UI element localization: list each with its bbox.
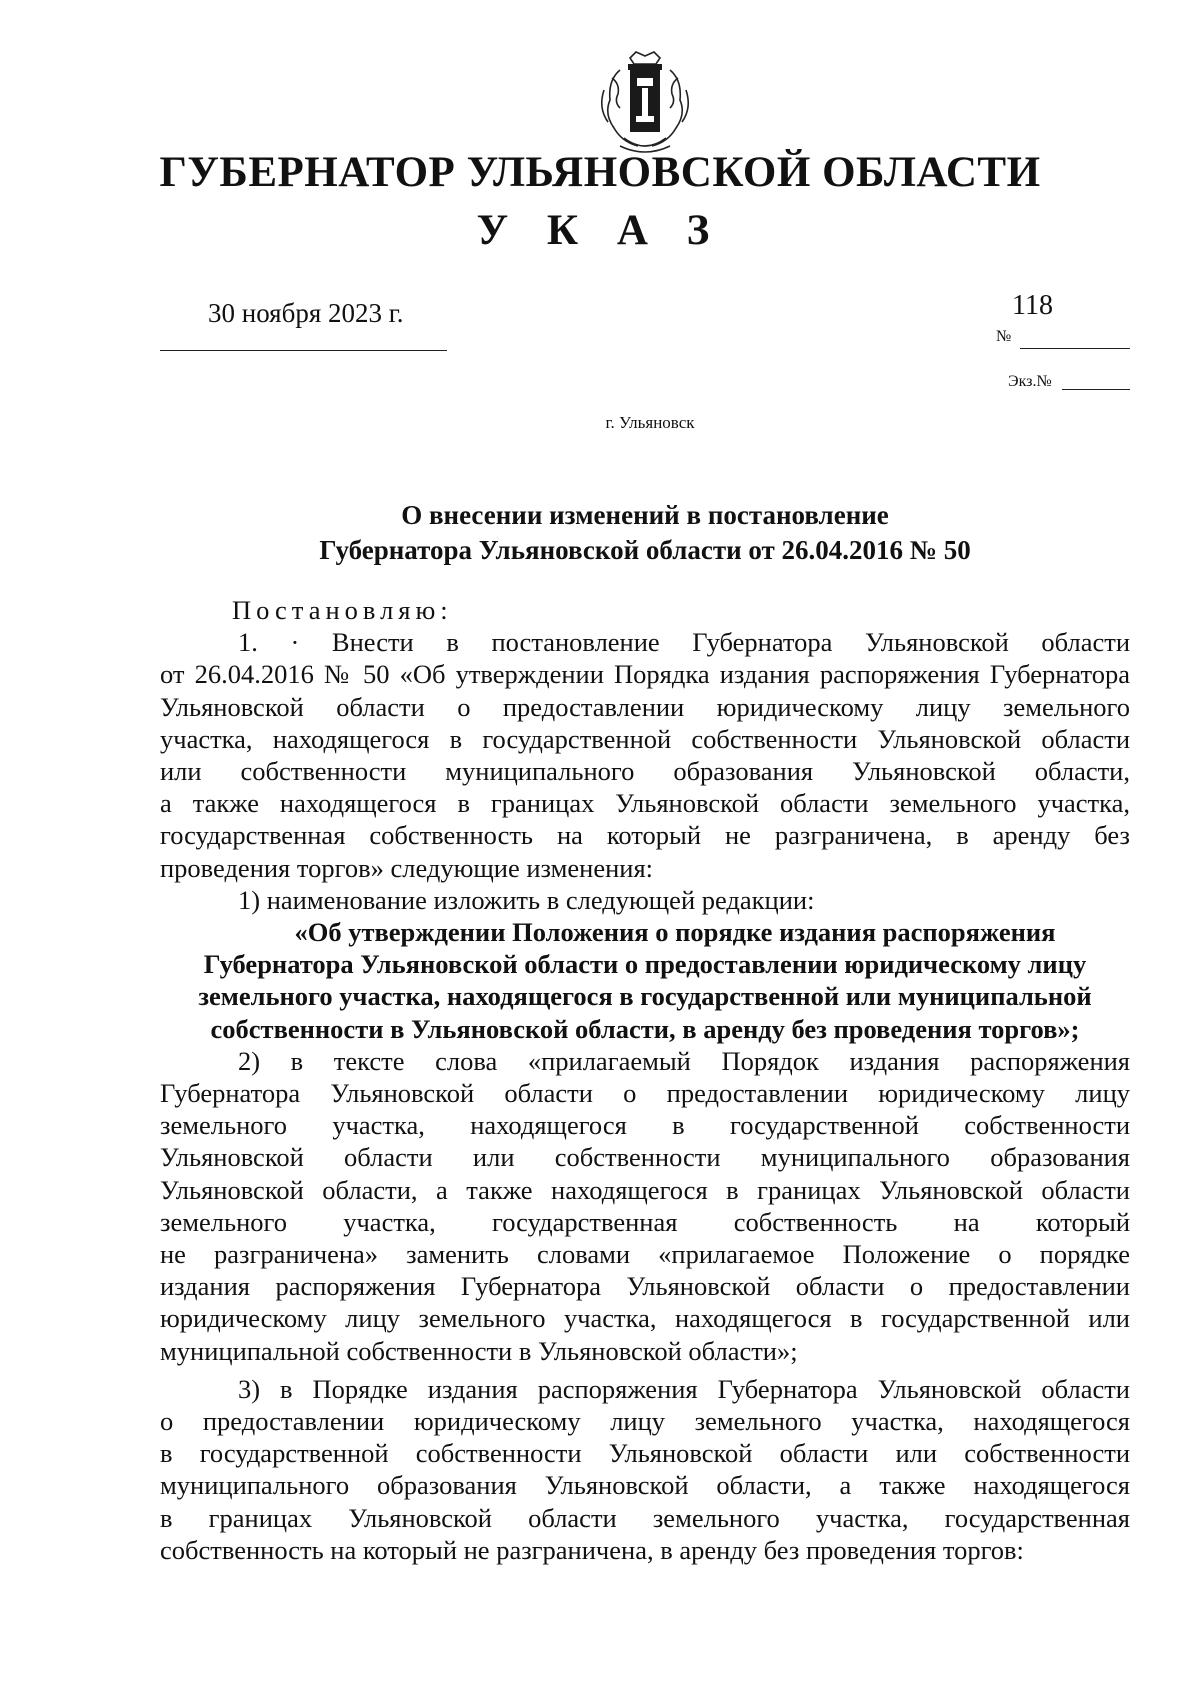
date-underline (160, 350, 447, 351)
item-1: 1) наименование изложить в следующей редакции: (238, 884, 815, 915)
city: г. Ульяновск (605, 413, 695, 432)
paragraph-line: участка, находящегося в государственной собственности Ульяновской области (160, 723, 1130, 754)
item-2-line: 2) в тексте слова «прилагаемый Порядок издания распоряжения (238, 1045, 1130, 1076)
document-number: 118 (1012, 290, 1053, 321)
new-title-block (160, 916, 1130, 1045)
item-3-line: муниципального образования Ульяновской области, а также находящегося (160, 1470, 1130, 1501)
copy-number-underline (1062, 389, 1130, 390)
new-title-line: земельного участка, находящегося в государственной или муниципальной (198, 981, 1092, 1012)
document-type: У К А З (476, 207, 724, 254)
item-2-line: Губернатора Ульяновской области о предоставлении юридическому лицу (160, 1078, 1130, 1109)
item-3-line: о предоставлении юридическому лицу земельного участка, находящегося (160, 1406, 1130, 1437)
item-3-line: в государственной собственности Ульяновской области или собственности (160, 1438, 1130, 1469)
document-body (160, 594, 1130, 1566)
document-heading (160, 498, 1130, 568)
new-title-line: «Об утверждении Положения о порядке издания распоряжения (294, 917, 1056, 948)
copy-number-label: Экз.№ (1008, 373, 1052, 390)
paragraph-line: а также находящегося в границах Ульяновской области земельного участка, (160, 788, 1130, 819)
item-2-line: Ульяновской области, а также находящегося в границах Ульяновской области (160, 1174, 1130, 1205)
item-3-line: собственность на который не разграничена, в аренду без проведения торгов: (160, 1534, 1024, 1565)
item-2-line: земельного участка, государственная собственность на который (160, 1206, 1130, 1237)
number-underline (1020, 348, 1130, 349)
item-2-line: издания распоряжения Губернатора Ульяновской области о предоставлении (160, 1271, 1130, 1302)
item-2-line: юридическому лицу земельного участка, находящегося в государственной или (160, 1303, 1130, 1334)
new-title-line: Губернатора Ульяновской области о предоставлении юридическому лицу (203, 949, 1087, 980)
heading-line: Губернатора Ульяновской области от 26.04.2016 № 50 (319, 535, 971, 565)
paragraph-line: проведения торгов» следующие изменения: (160, 852, 654, 883)
item-3-line: 3) в Порядке издания распоряжения Губернатора Ульяновской области (238, 1373, 1130, 1404)
issuer-title: ГУБЕРНАТОР УЛЬЯНОВСКОЙ ОБЛАСТИ (159, 149, 1041, 196)
new-title-line: собственности в Ульяновской области, в аренду без проведения торгов»; (210, 1013, 1080, 1044)
decree-word: Постановляю: (232, 595, 453, 625)
paragraph-line: Ульяновской области о предоставлении юридическому лицу земельного (160, 691, 1130, 722)
item-2-line: не разграничена» заменить словами «прилагаемое Положение о порядке (160, 1239, 1130, 1270)
item-2-line: земельного участка, находящегося в государственной собственности (160, 1110, 1130, 1141)
item-2-line: Ульяновской области или собственности муниципального образования (160, 1142, 1130, 1173)
paragraph-line: от 26.04.2016 № 50 «Об утверждении Порядка издания распоряжения Губернатора (160, 659, 1130, 690)
number-label: № (996, 328, 1012, 345)
paragraph-line: государственная собственность на который не разграничена, в аренду без (160, 820, 1130, 851)
document-date: 30 ноября 2023 г. (208, 298, 404, 328)
ulyanovsk-coat-of-arms-icon (590, 50, 700, 158)
heading-line: О внесении изменений в постановление (401, 500, 889, 530)
item-3-line: в границах Ульяновской области земельного участка, государственная (160, 1502, 1130, 1533)
paragraph-line: 1. · Внести в постановление Губернатора Ульяновской области (238, 627, 1130, 658)
item-2-line: муниципальной собственности в Ульяновской области»; (160, 1335, 798, 1366)
paragraph-line: или собственности муниципального образования Ульяновской области, (160, 756, 1130, 787)
